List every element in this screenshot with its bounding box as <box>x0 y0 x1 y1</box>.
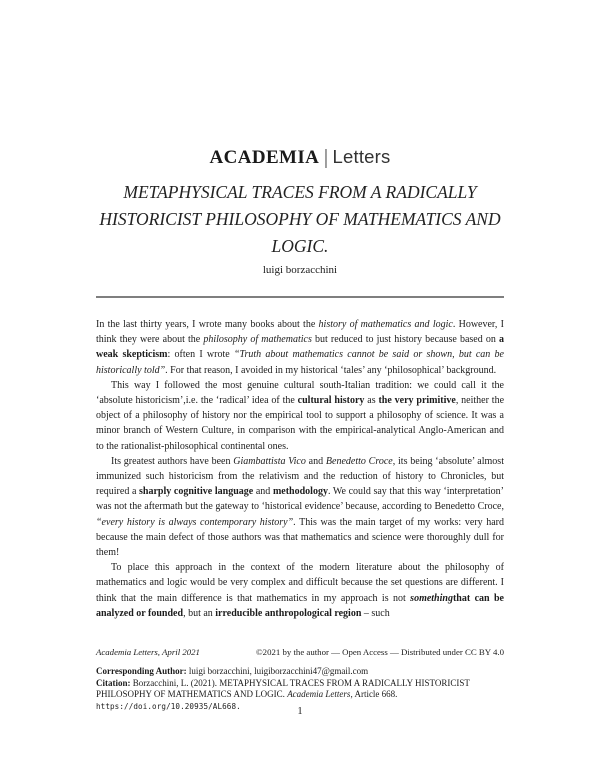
footer-license: ©2021 by the author — Open Access — Distributed under CC BY 4.0 <box>256 647 504 657</box>
paragraph-2: This way I followed the most genuine cultural south-Italian tradition: we could call it the ‘absolute historicism’,i.e. the ‘radical’ idea of the cultural history as the very primitive, neither the object of a philosophy of history nor the empirical tool to support a philosophy of science. It was a minor branch of Western Culture, in comparison with the empirical-analytical Anglo-American and to the rationalist-philosophical continental ones. <box>96 379 505 452</box>
page-number: 1 <box>297 706 303 717</box>
footer-corresponding-author: Corresponding Author: luigi borzacchini, luigiborzacchini47@gmail.com <box>96 666 369 676</box>
article-title-line-2: HISTORICIST PHILOSOPHY OF MATHEMATICS AND <box>99 209 501 229</box>
doi-link[interactable]: https://doi.org/10.20935/AL668. <box>96 701 241 711</box>
article-body <box>96 317 504 621</box>
article-title-line-3: LOGIC. <box>271 236 329 256</box>
paragraph-4: To place this approach in the context of the modern literature about the philosophy of mathematics and logic would be very complex and difficult because the set questions are different. I think that the main difference is that mathematics in my approach is not somethingthat can be analyzed or founded, but an irreducible anthropological region – such <box>96 562 504 619</box>
journal-logo-letters: Letters <box>332 146 391 167</box>
page-footer <box>96 647 504 712</box>
journal-logo-academia: ACADEMIA <box>209 147 320 168</box>
footer-citation: Citation: Borzacchini, L. (2021). METAPHYSICAL TRACES FROM A RADICALLY HISTORICIST PHILOSOPHY OF MATHEMATICS AND LOGIC. Academia Letters, Article 668. <box>96 677 470 700</box>
article-title <box>60 179 540 260</box>
footer-top-row <box>96 647 504 658</box>
paragraph-3: Its greatest authors have been Giambattista Vico and Benedetto Croce, its being ‘absolute’ almost immunized such historicism from the relativism and the reduction of history to Chronicles, but required a sharply cognitive language and methodology. We could say that this way ‘interpretation’ was not the aftermath but the gateway to ‘historical evidence’ because, according to Benedetto Croce, “every history is always contemporary history”. This was the main target of my works: very hard because the main defect of those authors was that mathematics and science were thoroughly dull for them! <box>96 455 505 559</box>
journal-logo-divider-icon: | <box>323 147 329 169</box>
journal-logo <box>0 146 600 170</box>
article-author: luigi borzacchini <box>262 264 338 276</box>
footer-journal-date: Academia Letters, April 2021 <box>96 647 200 657</box>
article-title-line-1: METAPHYSICAL TRACES FROM A RADICALLY <box>123 182 477 202</box>
paragraph-1: In the last thirty years, I wrote many books about the history of mathematics and logic. However, I think they were about the philosophy of mathematics but reduced to just history because based on a weak skepticism: often I wrote “Truth about mathematics cannot be said or shown, but can be historically told”. For that reason, I avoided in my historical ‘tales’ any ‘philosophical’ background. <box>96 319 504 376</box>
separator-rule <box>96 296 504 298</box>
